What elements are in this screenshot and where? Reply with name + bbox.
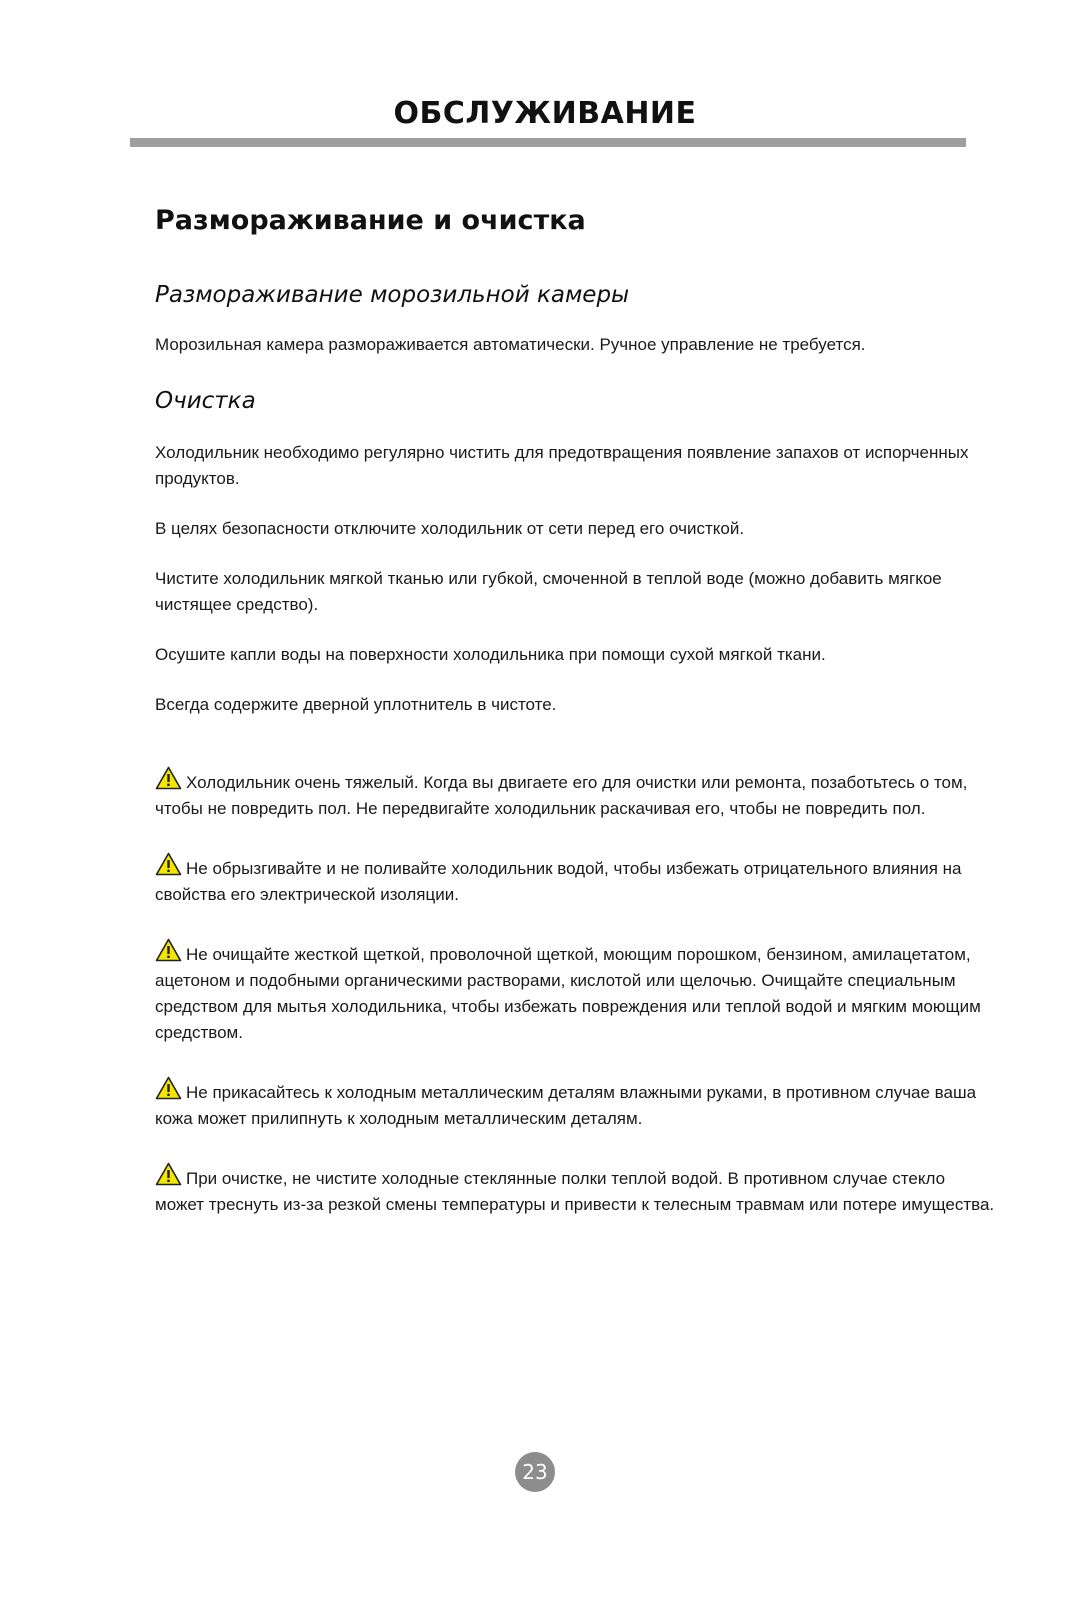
warning-item — [155, 852, 995, 908]
page-content — [155, 205, 995, 1248]
warnings-list — [155, 766, 995, 1218]
warning-triangle-icon — [155, 938, 182, 962]
warning-text: Не прикасайтесь к холодным металлическим деталям влажными руками, в противном случае ваша кожа может прилипнуть к холодным металлическим деталям. — [155, 1083, 977, 1128]
warning-item — [155, 1076, 995, 1132]
warning-triangle-icon — [155, 1076, 182, 1100]
warning-item — [155, 1162, 995, 1218]
warning-triangle-icon — [155, 852, 182, 876]
cleaning-heading: Очистка — [155, 388, 256, 414]
warning-item — [155, 766, 995, 822]
cleaning-paragraph: Всегда содержите дверной уплотнитель в чистоте. — [155, 695, 557, 714]
page-number-badge: 23 — [515, 1452, 555, 1492]
warning-text: Не обрызгивайте и не поливайте холодильник водой, чтобы избежать отрицательного влияния на свойства его электрической изоляции. — [155, 859, 962, 904]
defrost-text: Морозильная камера размораживается автоматически. Ручное управление не требуется. — [155, 335, 866, 354]
warning-text: Холодильник очень тяжелый. Когда вы двигаете его для очистки или ремонта, позаботьтесь о том, чтобы не повредить пол. Не передвигайте холодильник раскачивая его, чтобы не повредить пол. — [155, 773, 968, 818]
warning-item — [155, 938, 995, 1046]
cleaning-paragraph: Осушите капли воды на поверхности холодильника при помощи сухой мягкой ткани. — [155, 645, 826, 664]
warning-text: При очистке, не чистите холодные стеклянные полки теплой водой. В противном случае стекло может треснуть из-за резкой смены температуры и привести к телесным травмам или потере имущества. — [155, 1169, 995, 1214]
warning-text: Не очищайте жесткой щеткой, проволочной щеткой, моющим порошком, бензином, амилацетатом, ацетоном и подобными органическими растворами, кислотой или щелочью. Очищайте специальным средством для мытья холодильника, чтобы избежать повреждения или теплой водой и мягким моющим средством. — [155, 945, 981, 1042]
cleaning-paragraph: Чистите холодильник мягкой тканью или губкой, смоченной в теплой воде (можно добавить мягкое чистящее средство). — [155, 569, 942, 614]
cleaning-paragraph: Холодильник необходимо регулярно чистить для предотвращения появление запахов от испорченных продуктов. — [155, 443, 969, 488]
page-title: ОБСЛУЖИВАНИЕ — [393, 96, 697, 131]
section-heading: Размораживание и очистка — [155, 205, 586, 236]
cleaning-paragraph: В целях безопасности отключите холодильник от сети перед его очисткой. — [155, 519, 745, 538]
defrost-heading: Размораживание морозильной камеры — [155, 282, 630, 308]
warning-triangle-icon — [155, 766, 182, 790]
title-divider — [130, 138, 966, 147]
warning-triangle-icon — [155, 1162, 182, 1186]
